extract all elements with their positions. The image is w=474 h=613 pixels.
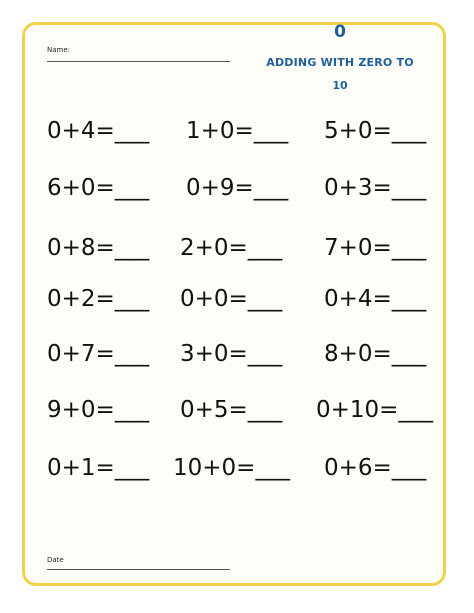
problem-item: 0+9=___	[186, 175, 289, 201]
problem-item: 9+0=___	[47, 397, 150, 423]
problem-item: 0+6=___	[324, 455, 427, 481]
date-label: Date	[47, 556, 64, 564]
problem-item: 3+0=___	[180, 341, 283, 367]
name-label: Name:	[47, 46, 71, 54]
problem-item: 8+0=___	[324, 341, 427, 367]
problem-item: 0+10=___	[316, 397, 433, 423]
problem-item: 0+1=___	[47, 455, 150, 481]
problem-item: 7+0=___	[324, 235, 427, 261]
title-number: 0	[334, 22, 346, 42]
date-line	[47, 569, 230, 570]
problem-item: 5+0=___	[324, 118, 427, 144]
problem-item: 0+7=___	[47, 341, 150, 367]
problem-item: 2+0=___	[180, 235, 283, 261]
title-range: 10	[332, 79, 348, 92]
worksheet-title: ADDING WITH ZERO TO	[266, 56, 414, 69]
name-line	[47, 61, 230, 62]
problem-item: 0+4=___	[47, 118, 150, 144]
problem-item: 0+8=___	[47, 235, 150, 261]
problem-item: 0+5=___	[180, 397, 283, 423]
problem-item: 0+4=___	[324, 286, 427, 312]
problem-item: 6+0=___	[47, 175, 150, 201]
problem-item: 0+3=___	[324, 175, 427, 201]
problem-item: 0+0=___	[180, 286, 283, 312]
problem-item: 0+2=___	[47, 286, 150, 312]
problem-item: 10+0=___	[173, 455, 290, 481]
problem-item: 1+0=___	[186, 118, 289, 144]
